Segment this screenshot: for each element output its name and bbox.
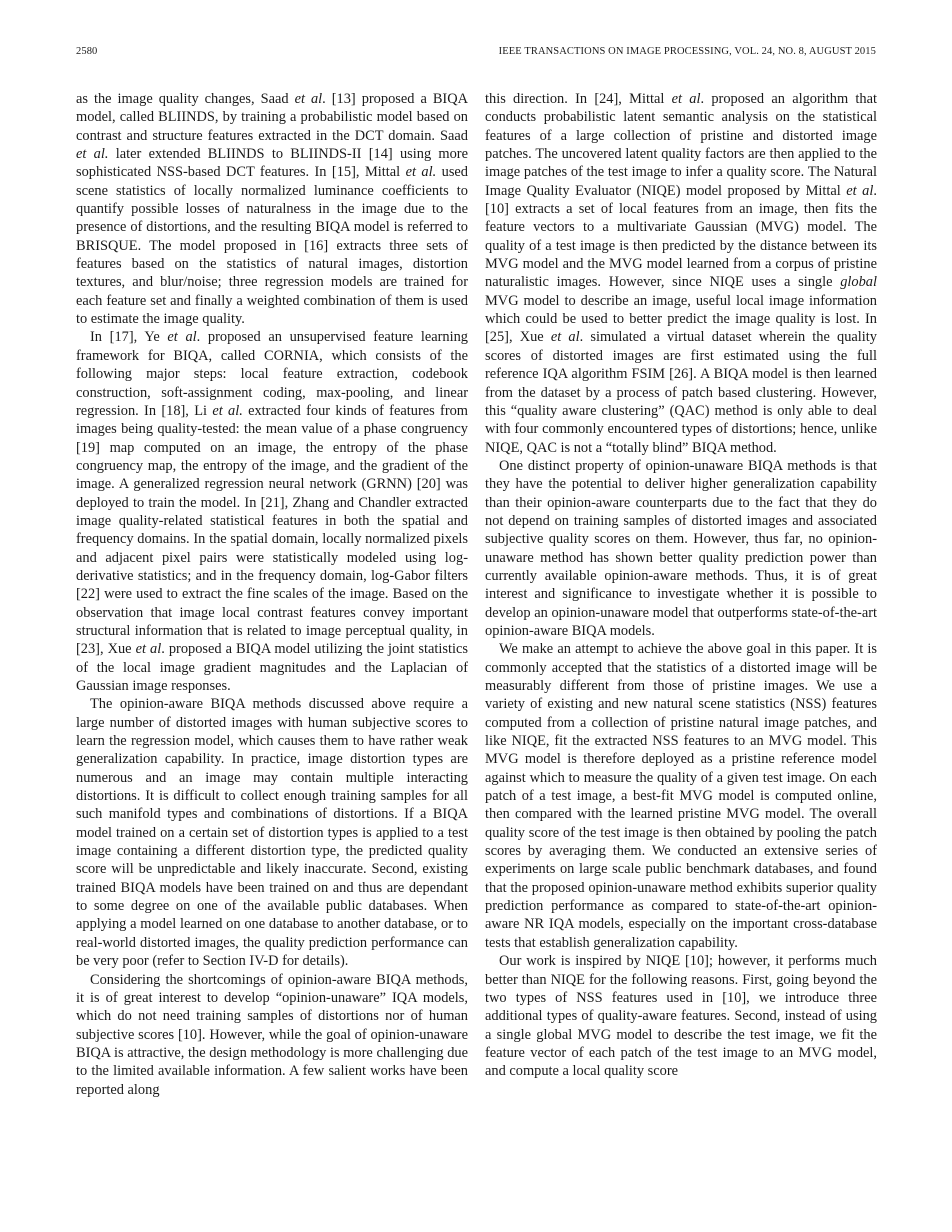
paragraph-proposed-approach: We make an attempt to achieve the above goal in this paper. It is commonly accepted that the statistics of a distorted image will be measurably different from those of pristine images. We use a variety of existing and new natural scene statistics (NSS) features computed from a collection of pristine natural image patches, and like NIQE, fit the extracted NSS features to an MVG model. This MVG model is therefore deployed as a pristine reference model against which to measure the quality of a given test image. On each patch of a test image, a best-fit MVG model is computed online, then compared with the learned pristine MVG model. The overall quality score of the test image is then obtained by pooling the patch scores by averaging them. We conducted an extensive series of experiments on large scale public benchmark databases, and found that the proposed opinion-unaware method exhibits superior quality prediction performance as compared to state-of-the-art opinion-aware NR IQA models, especially on the important cross-database tests that establish generalization capability. (485, 641, 877, 951)
right-text-column (485, 90, 877, 1180)
journal-citation: IEEE TRANSACTIONS ON IMAGE PROCESSING, VOL. 24, NO. 8, AUGUST 2015 (498, 46, 876, 57)
paragraph-cornia: In [17], Ye et al. proposed an unsupervised feature learning framework for BIQA, called CORNIA, which consists of the following major steps: local feature extraction, codebook construction, soft-assignment coding, max-pooling, and linear regression. In [18], Li et al. extracted four kinds of features from images being quality-tested: the mean value of a phase congruency [19] map computed on an image, the entropy of the phase congruency map, the entropy of the image, and the gradient of the image. A generalized regression neural network (GRNN) [20] was deployed to train the model. In [21], Zhang and Chandler extracted image quality-related statistical features in both the spatial and frequency domains. In the spatial domain, locally normalized pixels and adjacent pixel pairs were statistically modeled using log-derivative statistics; and in the frequency domain, log-Gabor filters [22] were used to extract the fine scales of the image. Based on the observation that image local contrast features convey important structural information that is related to image perceptual quality, in [23], Xue et al. proposed a BIQA model utilizing the joint statistics of the local image gradient magnitudes and the Laplacian of Gaussian image responses. (76, 329, 468, 694)
left-text-column (76, 90, 468, 1180)
paragraph-opinion-unaware-motivation: Considering the shortcomings of opinion-aware BIQA methods, it is of great interest to develop “opinion-unaware” IQA models, which do not need training samples of distortions nor of human subjective scores [10]. However, while the goal of opinion-unaware BIQA is attractive, the design methodology is more challenging due to the limited available information. A few salient works have been reported along (76, 971, 468, 1098)
page-number: 2580 (76, 46, 98, 57)
paragraph-niqe-qac: this direction. In [24], Mittal et al. proposed an algorithm that conducts probabilistic latent semantic analysis on the statistical features of a large collection of pristine and distorted image patches. The uncovered latent quality factors are then applied to the image patches of the test image to infer a quality score. The Natural Image Quality Evaluator (NIQE) model proposed by Mittal et al. [10] extracts a set of local features from an image, then fits the feature vectors to a multivariate Gaussian (MVG) model. The quality of a test image is then predicted by the distance between its MVG model and the MVG model learned from a corpus of pristine naturalistic images. However, since NIQE uses a single global MVG model to describe an image, useful local image information which could be used to better predict the image quality is lost. In [25], Xue et al. simulated a virtual dataset wherein the quality scores of distorted images are first estimated using the full reference IQA algorithm FSIM [26]. A BIQA model is then learned from the dataset by a process of patch based clustering. However, this “quality aware clustering” (QAC) method is only able to deal with four commonly encountered types of distortions; hence, unlike NIQE, QAC is not a “totally blind” BIQA method. (485, 91, 877, 456)
paragraph-generalization: One distinct property of opinion-unaware BIQA methods is that they have the potential to deliver higher generalization capability than their opinion-aware counterparts due to the fact that they do not depend on training samples of distorted images and associated subjective quality scores on them. However, thus far, no opinion-unaware method has shown better quality prediction power than currently available opinion-aware methods. Thus, it is of great interest and significance to investigate whether it is possible to develop an opinion-unaware model that outperforms state-of-the-art opinion-aware BIQA models. (485, 457, 877, 639)
running-header (76, 46, 876, 62)
paragraph-saad-bliinds: as the image quality changes, Saad et al. [13] proposed a BIQA model, called BLIINDS, by training a probabilistic model based on contrast and structure features extracted in the DCT domain. Saad et al. later extended BLIINDS to BLIINDS-II [14] using more sophisticated NSS-based DCT features. In [15], Mittal et al. used scene statistics of locally normalized luminance coefficients to quantify possible losses of naturalness in the image due to the presence of distortions, and the resulting BIQA model is referred to BRISQUE. The model proposed in [16] extracts three sets of features based on the statistics of natural images, distortion textures, and blur/noise; three regression models are trained for each feature set and finally a weighted combination of them is used to estimate the image quality. (76, 91, 468, 328)
paragraph-contributions: Our work is inspired by NIQE [10]; however, it performs much better than NIQE for the following reasons. First, going beyond the two types of NSS features used in [10], we introduce three additional types of quality-aware features. Second, instead of using a single global MVG model to describe the test image, we fit the feature vector of each patch of the test image to an MVG model, and compute a local quality score (485, 953, 877, 1080)
paragraph-opinion-aware-limits: The opinion-aware BIQA methods discussed above require a large number of distorted images with human subjective scores to learn the regression model, which causes them to have rather weak generalization capability. In practice, image distortion types are numerous and an image may contain multiple interacting distortions. It is difficult to collect enough training samples for all such manifold types and combinations of distortions. If a BIQA model trained on a certain set of distortion types is applied to a test image containing a different distortion type, the predicted quality score will be unpredictable and likely inaccurate. Second, existing trained BIQA models have been trained on and thus are dependant to some degree on one of the available public databases. When applying a model learned on one database to another database, or to real-world distorted images, the quality prediction performance can be very poor (refer to Section IV-D for details). (76, 696, 468, 970)
